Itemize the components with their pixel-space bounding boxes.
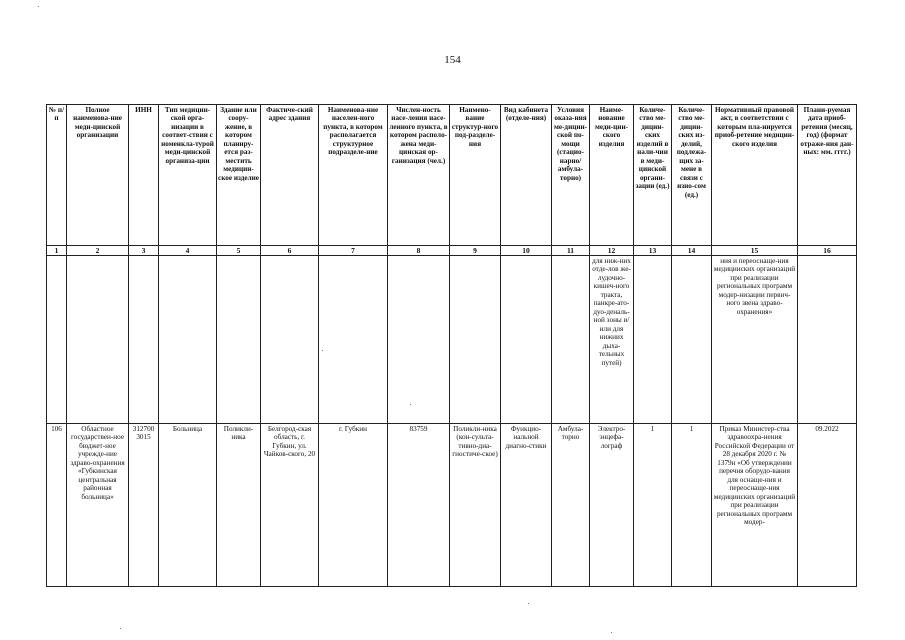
- column-number: 5: [217, 246, 261, 256]
- header-row: [47, 105, 857, 246]
- population: 83759: [388, 424, 450, 587]
- table-cell: [552, 256, 590, 424]
- care-conditions: Амбула-торно: [552, 424, 590, 587]
- column-header: Наимено-вание структур-ного под-разделе-ния: [450, 105, 501, 246]
- column-number: 9: [450, 246, 501, 256]
- device-name: Электро-энцефа-лограф: [590, 424, 634, 587]
- column-header: Вид кабинета (отделе-ния): [501, 105, 552, 246]
- column-number: 10: [501, 246, 552, 256]
- scan-speck: [120, 628, 121, 629]
- column-header: Наиме-нование меди-цин-ского изделия: [590, 105, 634, 246]
- column-header: Количе-ство ме-дицин-ских из-делий, подлежа-щих за-мене в связи с изно-сом (ед.): [672, 105, 712, 246]
- column-number: 3: [129, 246, 159, 256]
- quantity-to-replace: 1: [672, 424, 712, 587]
- table-cell: [798, 256, 857, 424]
- column-number: 11: [552, 246, 590, 256]
- column-number: 8: [388, 246, 450, 256]
- organization-type: Больница: [159, 424, 217, 587]
- column-header: Плани-руемая дата приоб-ретения (месяц, год) (формат отраже-ния дан-ных: мм. гггг.): [798, 105, 857, 246]
- table-cell: [672, 256, 712, 424]
- column-header: Условия оказа-ния ме-дицин-ской по-мощи (стацио-нарно/ амбула-торно): [552, 105, 590, 246]
- table-cell: [47, 256, 67, 424]
- device-name-continued: для ниж-них отде-лов же-лудочно-кишеч-ного тракта, панкре-ато-дуо-деналь-ной зоны и/или для нижних дыха-тельных путей): [590, 256, 634, 424]
- table-cell: [159, 256, 217, 424]
- table-cell: [261, 256, 319, 424]
- row-number: 106: [47, 424, 67, 587]
- scan-speck: [322, 350, 323, 351]
- purchase-date: 09.2022: [798, 424, 857, 587]
- column-number: 4: [159, 246, 217, 256]
- page-number: 154: [444, 54, 461, 66]
- inn: 312700 3015: [129, 424, 159, 587]
- table-cell: [388, 256, 450, 424]
- organization-name: Областное государствен-ное бюджет-ное учрежде-ние здраво-охранения «Губкинская центральная районная больница»: [67, 424, 129, 587]
- column-number: 1: [47, 246, 67, 256]
- subdivision: Поликли-ника (кон-сульта-тивно-диа-гностиче-ское): [450, 424, 501, 587]
- table-row: [47, 424, 857, 587]
- column-number: 2: [67, 246, 129, 256]
- legal-act-continued: ния и переоснаще-ния медицинских организаций при реализации региональных программ модер-низации первич-ного звена здраво-охранения»: [712, 256, 798, 424]
- quantity-available: 1: [634, 424, 672, 587]
- scan-speck: [410, 404, 411, 405]
- column-number: 14: [672, 246, 712, 256]
- column-number: 13: [634, 246, 672, 256]
- equipment-table: [46, 104, 857, 587]
- column-header: Здание или соору-жение, в котором планиру-ется раз-местить медицин-ское изделие: [217, 105, 261, 246]
- column-header: Полное наименова-ние меди-цинской организации: [67, 105, 129, 246]
- legal-act: Приказ Министер-ства здравоохра-нения Российской Федерации от 28 декабря 2020 г. № 1379н «Об утверждении перечня оборудо-вания для оснаще-ния и переоснаще-ния медицинских организаций при реализации региональных программ модер-: [712, 424, 798, 587]
- settlement: г. Губкин: [319, 424, 388, 587]
- scan-speck: [611, 632, 612, 633]
- column-number: 16: [798, 246, 857, 256]
- table-cell: [501, 256, 552, 424]
- address: Белгород-ская область, г. Губкин, ул. Чайков-ского, 20: [261, 424, 319, 587]
- column-number: 6: [261, 246, 319, 256]
- column-number-row: [47, 246, 857, 256]
- column-number: 7: [319, 246, 388, 256]
- column-header: Наименова-ние населен-ного пункта, в котором располагается структурное подразделе-ние: [319, 105, 388, 246]
- column-header: Тип медицин-ской орга-низации в соответ-ствии с номенкла-турой меди-цинской организа-ции: [159, 105, 217, 246]
- column-header: Нормативный правовой акт, в соответствии с которым пла-нируется приоб-ретение медицин-ского изделия: [712, 105, 798, 246]
- column-number: 12: [590, 246, 634, 256]
- column-header: Фактиче-ский адрес здания: [261, 105, 319, 246]
- building: Поликли-ника: [217, 424, 261, 587]
- scan-speck: [528, 603, 529, 604]
- column-number: 15: [712, 246, 798, 256]
- table-cell: [319, 256, 388, 424]
- continuation-row: [47, 256, 857, 424]
- column-header: Числен-ность насе-ления насе-ленного пункта, в котором располо-жена меди-цинская ор-ганизация (чел.): [388, 105, 450, 246]
- scan-speck: [38, 6, 39, 7]
- table-cell: [634, 256, 672, 424]
- column-header: ИНН: [129, 105, 159, 246]
- table-cell: [450, 256, 501, 424]
- table-cell: [129, 256, 159, 424]
- cabinet-type: Функцио-нальной диагно-стики: [501, 424, 552, 587]
- column-header: № п/п: [47, 105, 67, 246]
- column-header: Количе-ство ме-дицин-ских изделий в нали-чии в меди-цинской органи-зации (ед.): [634, 105, 672, 246]
- table-cell: [217, 256, 261, 424]
- table-cell: [67, 256, 129, 424]
